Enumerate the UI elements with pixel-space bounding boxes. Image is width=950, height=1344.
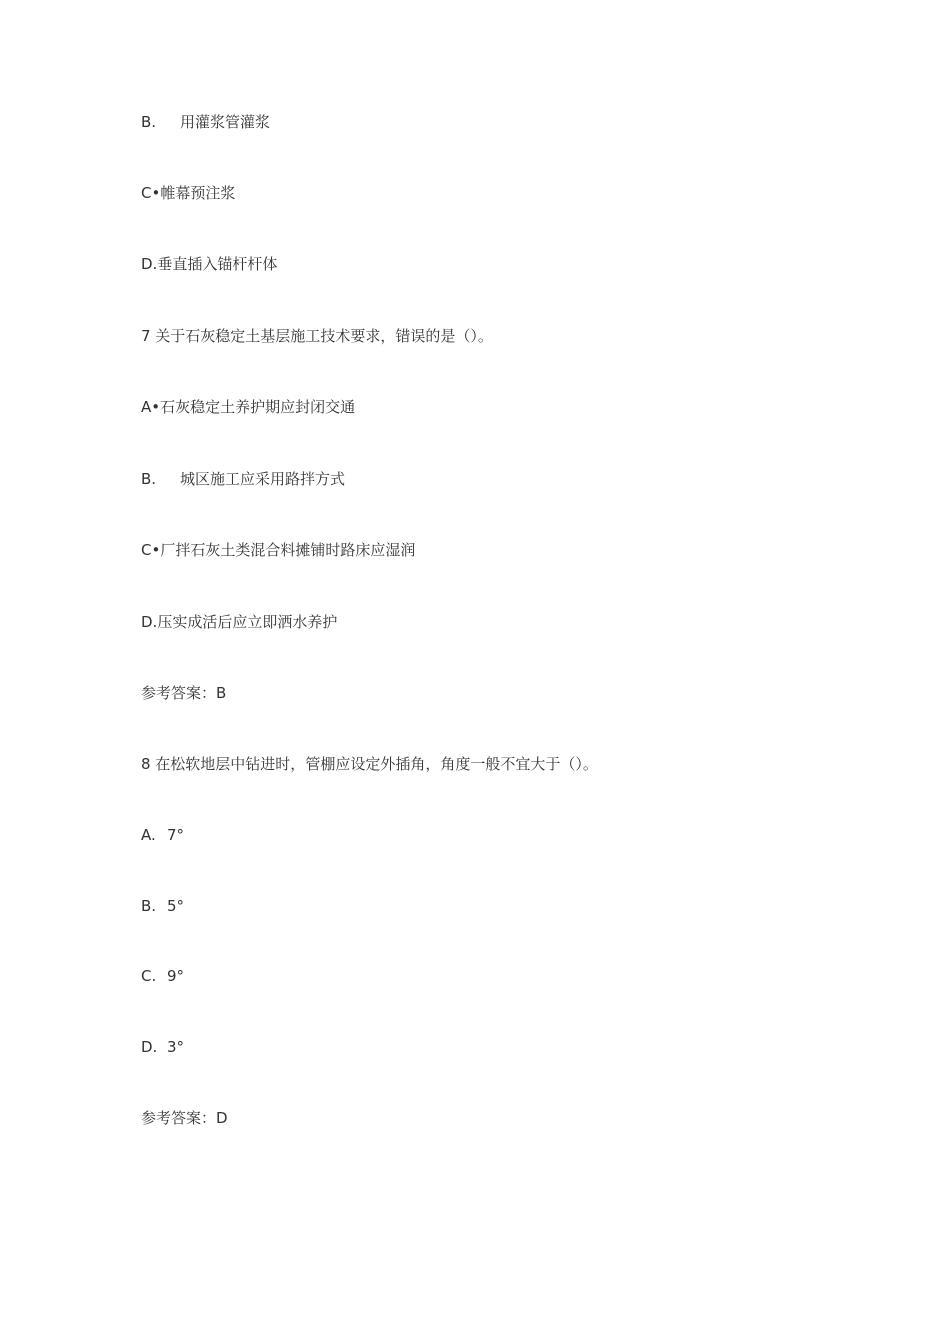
option-key: B. [141,470,157,488]
option-key: D. [141,1038,158,1056]
q8-option-d [141,1037,184,1057]
q8-option-c [141,966,184,986]
option-text: C•帷幕预注浆 [141,184,236,202]
option-text: 7° [167,826,185,844]
option-text: 城区施工应采用路拌方式 [180,470,346,488]
option-text: 3° [167,1038,185,1056]
option-key: A. [141,826,156,844]
question-7 [141,326,493,346]
q8-option-b [141,896,184,916]
option-text: 用灌浆管灌浆 [180,113,271,131]
answer-text: 参考答案：D [141,1109,228,1127]
question-text: 7 关于石灰稳定土基层施工技术要求，错误的是（）。 [141,327,493,345]
q7-option-a [141,397,355,417]
option-text: D.垂直插入锚杆杆体 [141,255,278,273]
q6-option-b [141,112,270,132]
q7-option-b [141,469,345,489]
option-key: B. [141,897,157,915]
option-key: B. [141,113,157,131]
option-text: 5° [167,897,185,915]
option-text: C•厂拌石灰土类混合料摊铺时路床应湿润 [141,541,416,559]
q7-option-d [141,612,337,632]
answer-text: 参考答案：B [141,684,227,702]
question-8 [141,754,598,774]
q7-answer [141,683,226,703]
option-text: D.压实成活后应立即洒水养护 [141,613,338,631]
q8-option-a [141,825,184,845]
question-text: 8 在松软地层中钻进时，管棚应设定外插角，角度一般不宜大于（）。 [141,755,598,773]
option-key: C. [141,967,157,985]
option-text: A•石灰稳定土养护期应封闭交通 [141,398,356,416]
q8-answer [141,1108,228,1128]
q6-option-c [141,183,235,203]
q7-option-c [141,540,415,560]
q6-option-d [141,254,277,274]
option-text: 9° [167,967,185,985]
